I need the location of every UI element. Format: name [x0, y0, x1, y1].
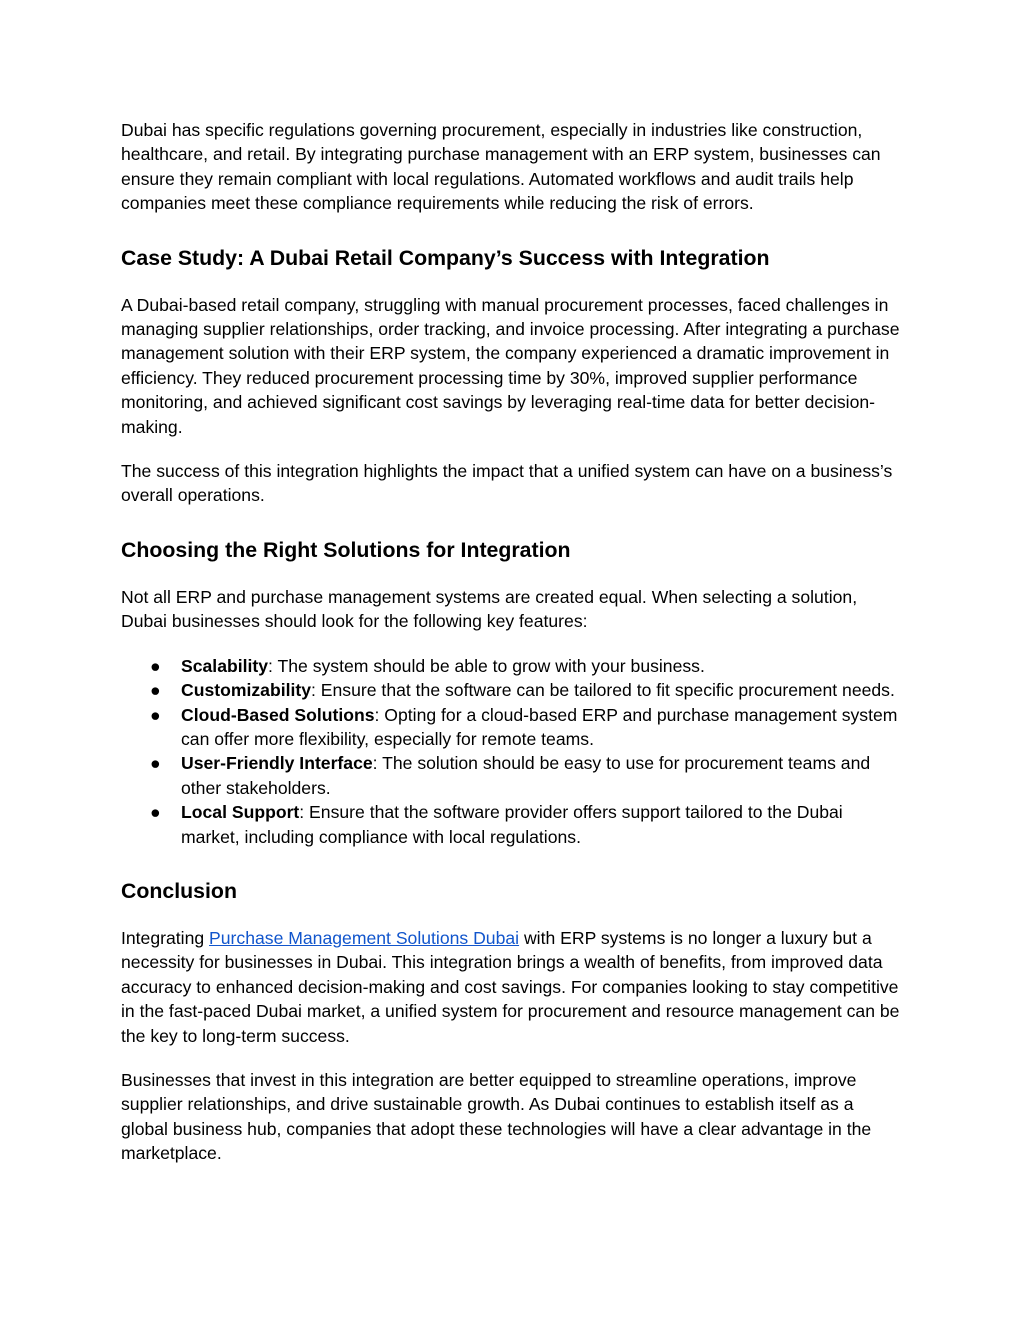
feature-term: Customizability [181, 680, 312, 701]
conclusion-text-after-link: with ERP systems is no longer a luxury but a necessity for businesses in Dubai. This integration brings a wealth of benefits, from improved data accuracy to enhanced decision-making and cost savings. For companies looking to stay competitive in the fast-paced Dubai market, a unified system for procurement and resource management can be the key to long-term success. [121, 927, 900, 1046]
bullet-icon: ● [150, 753, 161, 774]
case-study-heading: Case Study: A Dubai Retail Company’s Success with Integration [121, 245, 770, 270]
list-item [121, 800, 904, 849]
conclusion-paragraph-2: Businesses that invest in this integration are better equipped to streamline operations, improve supplier relationships, and drive sustainable growth. As Dubai continues to establish itself as a global business hub, companies that adopt these technologies will have a clear advantage in the marketplace. [121, 1069, 872, 1164]
feature-term: Scalability [181, 655, 269, 676]
list-item [121, 678, 904, 702]
list-item [121, 654, 904, 678]
bullet-icon: ● [150, 802, 161, 823]
feature-desc: : Opting for a cloud-based ERP and purchase management system can offer more flexibility, especially for remote teams. [181, 704, 898, 749]
list-item [121, 703, 904, 752]
feature-desc: : Ensure that the software provider offers support tailored to the Dubai market, including compliance with local regulations. [181, 802, 843, 847]
bullet-icon: ● [150, 655, 161, 676]
case-study-paragraph-1: A Dubai-based retail company, struggling with manual procurement processes, faced challenges in managing supplier relationships, order tracking, and invoice processing. After integrating a purchase management solution with their ERP system, the company experienced a dramatic improvement in efficiency. They reduced procurement processing time by 30%, improved supplier performance monitoring, and achieved significant cost savings by leveraging real-time data for better decision-making. [121, 294, 900, 437]
conclusion-text-before-link: Integrating [121, 927, 210, 948]
feature-desc: : The solution should be easy to use for procurement teams and other stakeholders. [181, 753, 871, 798]
case-study-paragraph-2: The success of this integration highlights the impact that a unified system can have on a business’s overall operations. [121, 461, 893, 506]
features-list [121, 654, 904, 849]
feature-desc: : The system should be able to grow with your business. [268, 655, 705, 676]
conclusion-paragraph-1 [121, 926, 904, 1048]
choosing-heading: Choosing the Right Solutions for Integration [121, 537, 571, 562]
bullet-icon: ● [150, 680, 161, 701]
bullet-icon: ● [150, 704, 161, 725]
list-item [121, 751, 904, 800]
purchase-management-link[interactable]: Purchase Management Solutions Dubai [209, 927, 520, 948]
feature-term: Cloud-Based Solutions [181, 704, 375, 725]
conclusion-heading: Conclusion [121, 878, 237, 903]
feature-desc: : Ensure that the software can be tailored to fit specific procurement needs. [311, 680, 895, 701]
feature-term: Local Support [181, 802, 300, 823]
feature-term: User-Friendly Interface [181, 753, 373, 774]
intro-paragraph: Dubai has specific regulations governing procurement, especially in industries like construction, healthcare, and retail. By integrating purchase management with an ERP system, businesses can ensure they remain compliant with local regulations. Automated workflows and audit trails help companies meet these compliance requirements while reducing the risk of errors. [121, 120, 881, 214]
choosing-intro-paragraph: Not all ERP and purchase management systems are created equal. When selecting a solution, Dubai businesses should look for the following key features: [121, 586, 858, 632]
